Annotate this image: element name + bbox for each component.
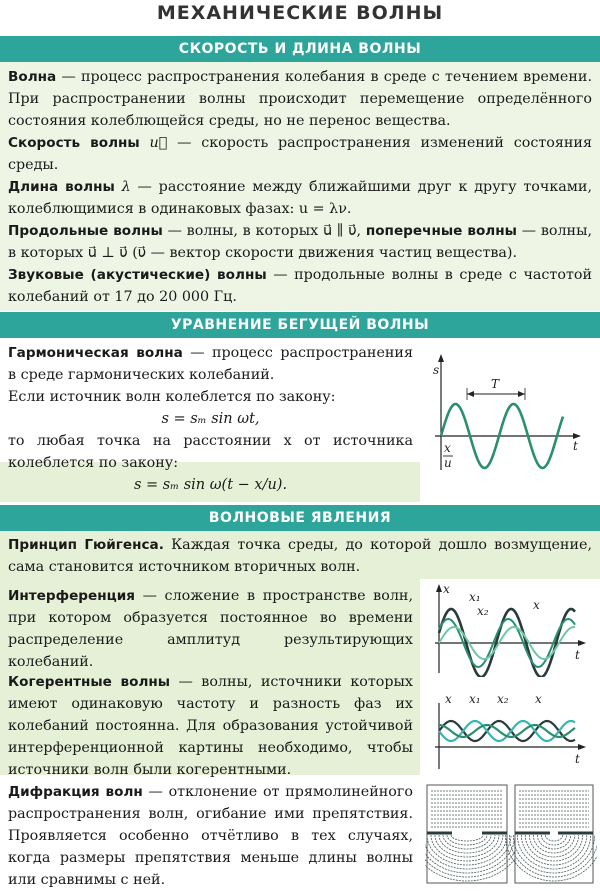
fig2-t-label: t <box>575 752 580 766</box>
para-harmonic: Гармоническая волна — процесс распространения в среде гармонических колебаний. <box>8 345 413 383</box>
para-interference: Интерференция — сложение в пространстве волн, при котором образуется постоянное во времени распределение амплитуд результирующих колебаний. <box>8 588 413 670</box>
x-label: x <box>444 441 451 455</box>
formula-source: s = sₘ sin ωt, <box>161 411 260 427</box>
formula-travelling-wave: s = sₘ sin ω(t − x/u). <box>133 477 288 493</box>
fig2-x1-label: x₁ <box>469 692 481 706</box>
para-source-law: Если источник волн колеблется по закону: <box>8 389 336 405</box>
section-panel-equation <box>0 338 600 502</box>
section-panel-phenomena <box>0 531 600 891</box>
section-header-equation: УРАВНЕНИЕ БЕГУЩЕЙ ВОЛНЫ <box>0 312 600 338</box>
u-label: u <box>444 456 452 470</box>
fig1-x1-label: x₁ <box>469 590 481 604</box>
para-wavelength: Длина волны λ — расстояние между ближайшими друг к другу точками, колеблющимися в одинаковых фазах: u = λν. <box>8 179 592 217</box>
para-wave: Волна — процесс распространения колебания в среде с течением времени. При распространении волны происходит перемещение определённого состояния колеблющейся среды, но не перенос вещества. <box>8 69 592 129</box>
term-huygens: Принцип Гюйгенса. <box>8 537 164 553</box>
fig2-x-right-label: x <box>535 692 542 706</box>
term-wavelength: Длина волны <box>8 179 115 195</box>
t-label: t <box>573 439 578 453</box>
fig1-x-right-label: x <box>533 598 540 612</box>
term-longitudinal: Продольные волны <box>8 223 163 239</box>
term-sound: Звуковые (акустические) волны <box>8 267 267 283</box>
diffraction-large-gap <box>425 785 523 883</box>
s-label: s <box>433 363 440 377</box>
diffraction-small-gap <box>505 785 597 883</box>
section-header-phenomena: ВОЛНОВЫЕ ЯВЛЕНИЯ <box>0 505 600 531</box>
term-transverse: поперечные волны <box>365 223 517 239</box>
fig1-x-label: x <box>443 582 450 596</box>
interference-figure <box>425 581 597 677</box>
term-wave: Волна <box>8 69 57 85</box>
para-sound: Звуковые (акустические) волны — продольные волны в среде с частотой колебаний от 17 до 20 000 Гц. <box>8 267 592 305</box>
para-diffraction: Дифракция волн — отклонение от прямолинейного распространения волн, огибание ими препятствия. Проявляется особенно отчётливо в тех случаях, когда размеры препятствия меньше длины волны или сравнимы с ней. <box>8 784 413 888</box>
term-interference: Интерференция <box>8 588 135 604</box>
travelling-wave-figure <box>425 340 597 500</box>
para-longitudinal: Продольные волны — волны, в которых u⃗ ∥ υ⃗, поперечные волны — волны, в которых u⃗ ⊥ υ⃗ (υ⃗ — вектор скорости движения частиц вещества). <box>8 223 593 261</box>
coherent-figure <box>425 681 597 775</box>
fig1-x2-label: x₂ <box>477 604 489 618</box>
page-title: МЕХАНИЧЕСКИЕ ВОЛНЫ <box>156 2 444 24</box>
term-coherent: Когерентные волны <box>8 674 171 690</box>
diffraction-figure <box>425 783 597 887</box>
para-coherent: Когерентные волны — волны, источники которых имеют одинаковую частоту и разность фаз их колебаний постоянна. Для образования устойчивой интерференционной картины необходимо, чтобы источники волн были когерентными. <box>8 674 413 778</box>
s-axis-arrow <box>438 354 444 362</box>
term-diffraction: Дифракция волн <box>8 784 143 800</box>
period-label: T <box>491 377 500 391</box>
fig2-x2-label: x₂ <box>497 692 509 706</box>
section-panel-speed <box>0 62 600 311</box>
para-point-law: то любая точка на расстоянии x от источника колеблется по закону: <box>8 433 413 471</box>
period-arrow-right <box>518 391 525 397</box>
fig2-x-label: x <box>445 692 452 706</box>
term-harmonic: Гармоническая волна <box>8 345 183 361</box>
period-arrow-left <box>467 391 474 397</box>
term-wave-speed: Скорость волны <box>8 135 140 151</box>
para-wave-speed: Скорость волны u⃗ — скорость распространения изменений состояния среды. <box>8 135 592 173</box>
fig1-t-label: t <box>575 648 580 662</box>
para-huygens: Принцип Гюйгенса. Каждая точка среды, до которой дошло возмущение, сама становится источником вторичных волн. <box>8 537 592 575</box>
section-header-speed: СКОРОСТЬ И ДЛИНА ВОЛНЫ <box>0 36 600 62</box>
